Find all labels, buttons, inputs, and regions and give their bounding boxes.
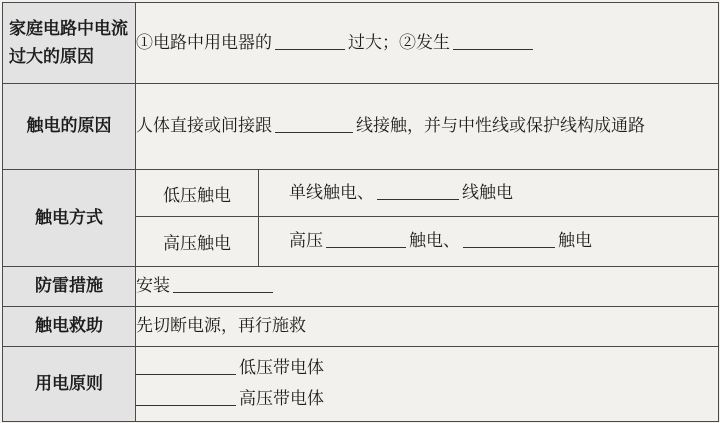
label-low-voltage: 低压触电 [136, 170, 259, 217]
heading-shock-types: 触电方式 [3, 170, 136, 267]
blank-do-not-approach[interactable] [136, 387, 236, 406]
blank-appliance-power[interactable] [275, 31, 345, 50]
blank-double-wire[interactable] [377, 181, 459, 200]
principle-line-1 [136, 353, 718, 384]
principle-text-2: 高压带电体 [239, 389, 324, 409]
cell-high-voltage [259, 217, 719, 267]
label-high-voltage: 高压触电 [136, 217, 259, 267]
overload-text-1: ①电路中用电器的 [136, 32, 272, 53]
overload-text-2: 过大；②发生 [348, 32, 450, 53]
principle-text-1: 低压带电体 [239, 357, 324, 378]
shock-cause-text-1: 人体直接或间接跟 [136, 116, 272, 137]
heading-principle: 用电原则 [3, 347, 136, 422]
cell-low-voltage [259, 170, 719, 217]
cell-principle [136, 347, 719, 422]
row-overload [3, 3, 719, 84]
electricity-safety-table [2, 2, 719, 422]
heading-lightning: 防雷措施 [3, 267, 136, 307]
row-principle [3, 347, 719, 422]
blank-short-circuit[interactable] [453, 31, 533, 50]
cell-lightning [136, 267, 719, 307]
low-voltage-text-2: 线触电 [462, 182, 513, 203]
row-rescue [3, 307, 719, 347]
blank-do-not-touch[interactable] [136, 356, 236, 375]
high-voltage-text-1: 高压 [289, 231, 323, 252]
heading-shock-cause: 触电的原因 [3, 84, 136, 170]
low-voltage-text-1: 单线触电、 [289, 182, 374, 203]
cell-shock-cause [136, 84, 719, 170]
principle-line-2 [136, 384, 718, 415]
blank-step-voltage[interactable] [463, 229, 555, 248]
row-shock-cause [3, 84, 719, 170]
row-low-voltage [3, 170, 719, 217]
heading-overload: 家庭电路中电流过大的原因 [3, 3, 136, 84]
cell-rescue: 先切断电源，再行施救 [136, 307, 719, 347]
row-lightning [3, 267, 719, 307]
shock-cause-text-2: 线接触，并与中性线或保护线构成通路 [356, 116, 645, 137]
blank-arc[interactable] [326, 229, 406, 248]
high-voltage-text-2: 触电、 [409, 231, 460, 252]
cell-overload [136, 3, 719, 84]
blank-lightning-rod[interactable] [173, 274, 273, 293]
high-voltage-text-3: 触电 [558, 231, 592, 252]
lightning-text-1: 安装 [136, 276, 170, 297]
heading-rescue: 触电救助 [3, 307, 136, 347]
blank-live-wire[interactable] [275, 114, 353, 133]
